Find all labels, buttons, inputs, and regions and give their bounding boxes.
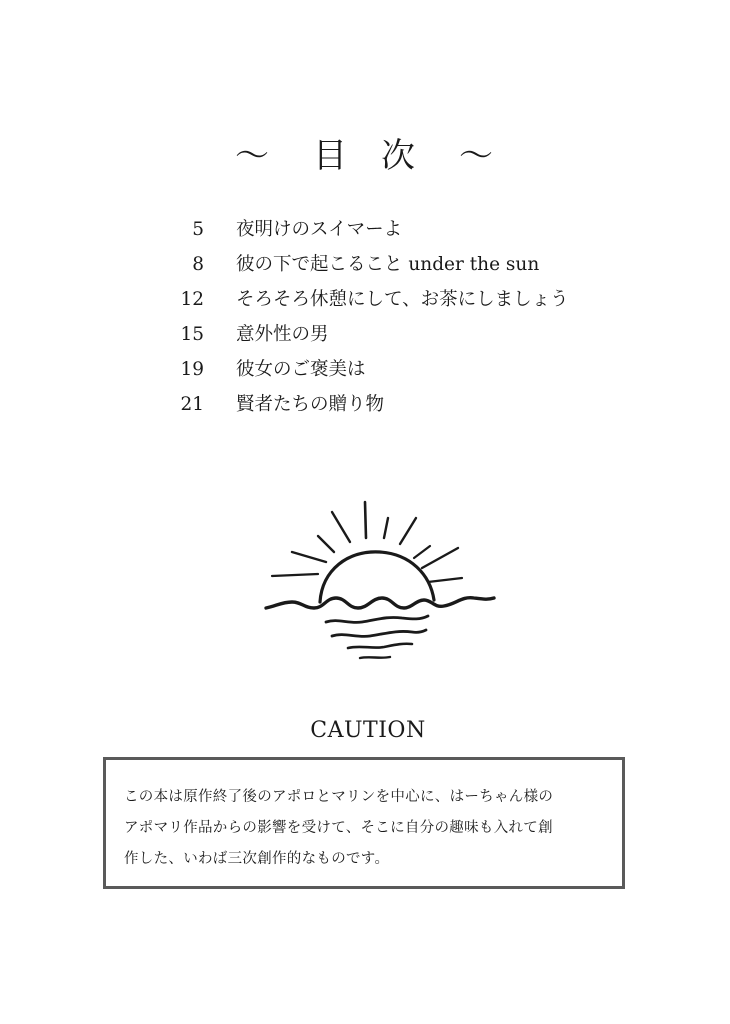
- caution-text: [124, 782, 608, 875]
- title-char-1: 目: [313, 136, 349, 176]
- sunrise-over-waves-icon: [262, 498, 498, 664]
- caution-line: 作した、いわば三次創作的なものです。: [124, 851, 390, 867]
- caution-line: アポマリ作品からの影響を受けて、そこに自分の趣味も入れて創: [124, 820, 553, 836]
- title-tilde-right: 〜: [459, 136, 495, 176]
- toc-entry-title: 彼の下で起こること under the sun: [236, 254, 540, 275]
- toc-entry-title: 彼女のご褒美は: [236, 359, 366, 380]
- toc-entry[interactable]: [160, 247, 640, 282]
- toc-entry[interactable]: [160, 317, 640, 352]
- toc-page-number: 12: [180, 289, 204, 310]
- toc-page-number: 21: [180, 394, 204, 415]
- toc-entry[interactable]: [160, 352, 640, 387]
- toc-entry-title: 賢者たちの贈り物: [236, 394, 385, 415]
- toc-entry[interactable]: [160, 282, 640, 317]
- caution-box: [103, 757, 625, 889]
- page-title: [0, 128, 730, 177]
- toc-entry[interactable]: [160, 387, 640, 422]
- toc-page-number: 19: [180, 359, 204, 380]
- caution-heading: CAUTION: [310, 718, 426, 743]
- toc-page-number: 5: [192, 219, 204, 240]
- caution-line: この本は原作終了後のアポロとマリンを中心に、はーちゃん様の: [124, 789, 554, 805]
- toc-page-number: 8: [192, 254, 204, 275]
- title-char-2: 次: [381, 136, 417, 176]
- toc-entry-title: そろそろ休憩にして、お茶にしましょう: [236, 289, 569, 310]
- toc-entry-title: 意外性の男: [236, 324, 329, 345]
- toc-page-number: 15: [180, 324, 204, 345]
- table-of-contents: [160, 212, 640, 422]
- toc-entry[interactable]: [160, 212, 640, 247]
- toc-entry-title: 夜明けのスイマーよ: [236, 219, 403, 240]
- title-tilde-left: 〜: [235, 136, 271, 176]
